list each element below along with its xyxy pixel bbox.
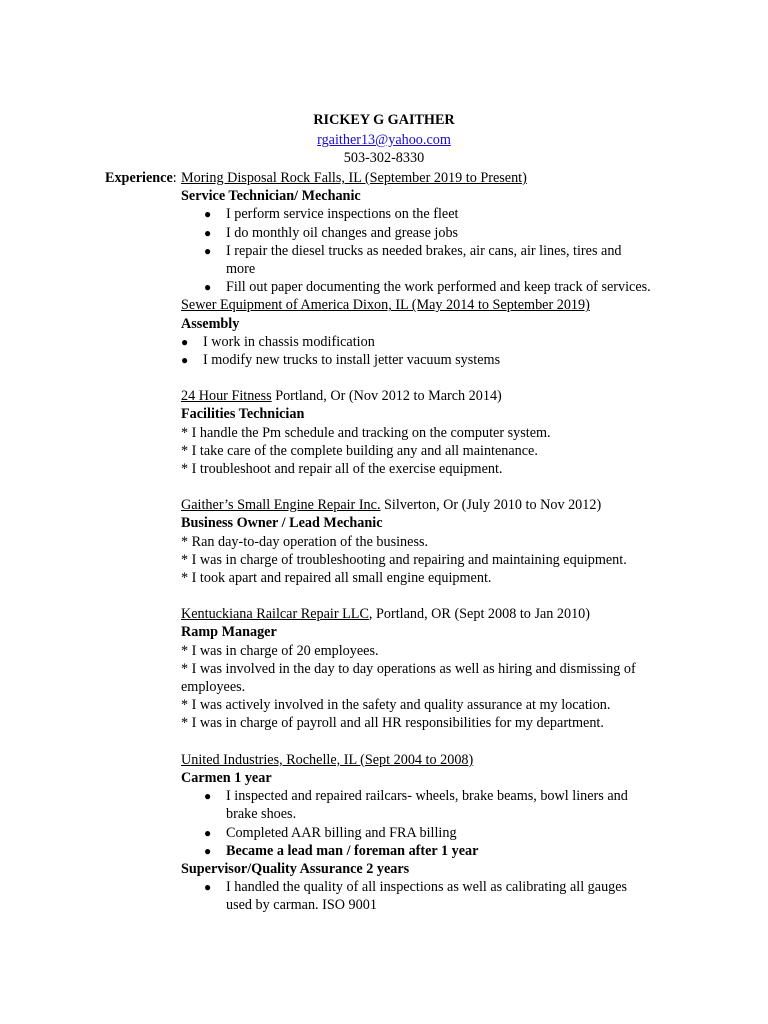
spacer: [181, 369, 681, 387]
bullet-icon: ●: [204, 243, 212, 258]
job-entry: [181, 496, 681, 587]
job-duties-list: [181, 878, 651, 914]
job-title: Carmen 1 year: [181, 769, 272, 786]
list-item-text: Fill out paper documenting the work performed and keep track of services.: [226, 279, 651, 296]
job-duty: * I was in charge of payroll and all HR responsibilities for my department.: [181, 715, 604, 732]
job-duties-list: [181, 205, 651, 296]
job-company: Gaither’s Small Engine Repair Inc.: [181, 497, 381, 514]
job-duty: * I handle the Pm schedule and tracking on the computer system.: [181, 424, 551, 441]
job-entry: [181, 169, 681, 296]
bullet-icon: ●: [204, 789, 212, 804]
list-item-text: Completed AAR billing and FRA billing: [226, 824, 457, 841]
list-item-text: I inspected and repaired railcars- wheels, brake beams, bowl liners and brake shoes.: [226, 788, 628, 823]
job-duties-list: [181, 333, 681, 369]
job-title: Ramp Manager: [181, 624, 277, 641]
job-duty: * I took apart and repaired all small engine equipment.: [181, 570, 492, 587]
list-item: [181, 278, 651, 296]
job-company: Kentuckiana Railcar Repair LLC: [181, 606, 369, 623]
job-duty: * I was in charge of troubleshooting and repairing and maintaining equipment.: [181, 551, 627, 568]
list-item-text: I work in chassis modification: [203, 333, 375, 350]
job-duty: * I take care of the complete building any and all maintenance.: [181, 442, 538, 459]
bullet-icon: ●: [204, 207, 212, 222]
bullet-icon: ●: [204, 825, 212, 840]
bullet-icon: ●: [204, 843, 212, 858]
job-entry: [181, 751, 681, 915]
job-company-details: , Portland, OR (Sept 2008 to Jan 2010): [368, 606, 590, 623]
list-item: [181, 224, 651, 242]
list-item: [181, 824, 651, 842]
job-company: Moring Disposal Rock Falls, IL (September 2019 to Present): [181, 170, 527, 186]
experience-colon: :: [172, 170, 177, 186]
list-item: [181, 878, 651, 914]
list-item: [181, 351, 681, 369]
job-duty: * I was actively involved in the safety and quality assurance at my location.: [181, 697, 611, 714]
job-company-line: [181, 605, 681, 623]
job-title: Supervisor/Quality Assurance 2 years: [181, 860, 410, 877]
resume-name: RICKEY G GAITHER: [313, 112, 455, 128]
bullet-icon: ●: [204, 280, 212, 295]
list-item-text: I handled the quality of all inspections as well as calibrating all gauges used by carman. ISO 9001: [226, 879, 628, 914]
list-item: [181, 242, 651, 278]
job-title: Assembly: [181, 315, 240, 332]
list-item-text: I perform service inspections on the fleet: [226, 206, 459, 223]
bullet-icon: ●: [204, 225, 212, 240]
list-item: [181, 205, 651, 223]
list-item-text: I do monthly oil changes and grease jobs: [226, 224, 459, 241]
job-company: United Industries, Rochelle, IL (Sept 2004 to 2008): [181, 751, 474, 768]
job-company-details: Silverton, Or (July 2010 to Nov 2012): [380, 497, 602, 514]
experience-section: [181, 169, 681, 915]
list-item: [181, 333, 681, 351]
job-duty: * Ran day-to-day operation of the business.: [181, 533, 429, 550]
experience-heading: [105, 169, 177, 187]
job-title: Service Technician/ Mechanic: [181, 188, 361, 205]
job-company-details: Portland, Or (Nov 2012 to March 2014): [271, 388, 502, 405]
phone-number: 503-302-8330: [343, 150, 425, 166]
bullet-icon: ●: [204, 880, 212, 895]
spacer: [181, 733, 681, 751]
bullet-icon: ●: [181, 334, 189, 349]
spacer: [181, 478, 681, 496]
experience-label: Experience: [105, 170, 173, 186]
list-item-text: I modify new trucks to install jetter vacuum systems: [203, 352, 501, 369]
job-duties-list: [181, 787, 651, 860]
list-item: [181, 842, 651, 860]
spacer: [181, 587, 681, 605]
email-text[interactable]: rgaither13@yahoo.com: [317, 132, 451, 148]
list-item: [181, 787, 651, 823]
job-company: Sewer Equipment of America Dixon, IL (May 2014 to September 2019): [181, 297, 590, 314]
list-item-text: Became a lead man / foreman after 1 year: [226, 842, 479, 859]
job-title: Facilities Technician: [181, 406, 305, 423]
job-duty: * I troubleshoot and repair all of the exercise equipment.: [181, 461, 503, 478]
job-entry: [181, 387, 681, 478]
job-title: Business Owner / Lead Mechanic: [181, 515, 383, 532]
job-company: 24 Hour Fitness: [181, 388, 272, 405]
job-entry: [181, 296, 681, 369]
bullet-icon: ●: [181, 353, 189, 368]
job-duty: * I was involved in the day to day operations as well as hiring and dismissing of employees.: [181, 660, 636, 696]
job-company-line: [181, 496, 681, 514]
job-duty: * I was in charge of 20 employees.: [181, 642, 379, 659]
job-company-line: [181, 387, 681, 405]
list-item-text: I repair the diesel trucks as needed brakes, air cans, air lines, tires and more: [226, 242, 622, 278]
email-link[interactable]: [0, 131, 768, 149]
job-entry: [181, 605, 681, 732]
